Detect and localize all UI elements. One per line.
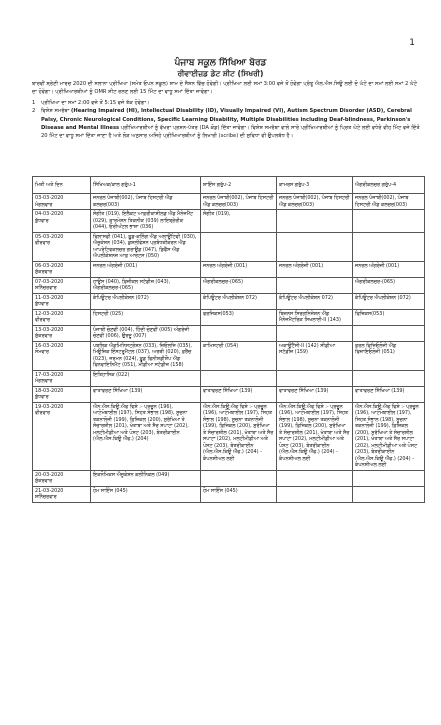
subject-cell-group-3: [277, 486, 353, 502]
subject-entry: ਜਨਰਲ ਅੰਗਰੇਜ਼ੀ (001): [355, 262, 400, 269]
subject-entry: ਫਰਜਿਕਸ(053): [203, 310, 234, 317]
subject-cell-group-3: [277, 386, 353, 402]
subject-cell-group-4: [353, 277, 425, 293]
subject-cell-group-1: [91, 293, 201, 309]
date-cell: 12-03-2020 ਵੀਰਵਾਰ: [33, 309, 91, 325]
subject-cell-group-2: [201, 386, 277, 402]
subject-cell-group-4: [353, 309, 425, 325]
subject-entry: ਐਨ.ਐਸ.ਕਿਊ.ਐਫ ਵਿਸ਼ੇ :- ਪ੍ਰਚੂਨ (196), ਆਟੋਮੋਬਾਈਲ (197), ਸਿਹਤ ਸੰਭਾਲ (198), ਸੂਚਨਾ ਤਕਨਾਲੋਜੀ (199), ਫ਼ਿਜ਼ਿਕਲ (200), ਸੁਰੱਖਿਆ ਤੇ ਸੰਚਾਰਸ਼ੀਲ (201), ਖੇਤਾਬਾ ਅਤੇ ਸੈਰ ਸਪਾਟਾ (202), ਮਲਟੀਮੀਡੀਆ ਅਤੇ ਪੋਸਟ (203), ਬੇਤਰੀਕਾਈਨ (ਐਲ.ਐਸ.ਕਿਊ ਐੱਫ.) (204): [93, 403, 189, 442]
intro-section: [32, 80, 420, 141]
subject-cell-group-2: [201, 293, 277, 309]
subject-entry: ਐਗਰੀਕਲਚਰ-(065): [355, 278, 395, 285]
table-row: [33, 402, 425, 470]
header-group-2: ਸ਼ਾਇੰਸ ਗਰੁੱਪ-2: [201, 177, 277, 194]
subject-entry: ਐਨ.ਐਸ.ਕਿਊ.ਐਫ ਵਿਸ਼ੇ :- ਪ੍ਰਚੂਨ (196), ਆਟੋਮੋਬਾਈਲ (197), ਸਿਹਤ ਸੰਭਾਲ (198), ਸੂਚਨਾ ਤਕਨਾਲੋਜੀ (199), ਫ਼ਿਜ਼ਿਕਲ (200), ਸੁਰੱਖਿਆ ਤੇ ਸੰਚਾਰਸ਼ੀਲ (201), ਖੇਤਾਬਾ ਅਤੇ ਸੈਰ ਸਪਾਟਾ (202), ਮਲਟੀਮੀਡੀਆ ਅਤੇ ਪੋਸਟ (203), ਬੇਤਰੀਕਾਈਨ (ਐਲ.ਐਸ.ਕਿਊ ਐੱਫ.) (204) - ਕੰਪਨਸ਼ੀਅਲ ਲਈ: [279, 403, 350, 462]
board-title: ਪੰਜਾਬ ਸਕੂਲ ਸਿੱਖਿਆ ਬੋਰਡ: [174, 58, 267, 68]
subject-cell-group-3: [277, 277, 353, 293]
subject-cell-group-1: [91, 210, 201, 233]
subject-cell-group-3: [277, 232, 353, 261]
datesheet-subtitle: ਰੀਵਾਈਜ਼ਡ ਡੇਟ ਸ਼ੀਟ (ਸਿਖਰੀ): [177, 69, 264, 78]
subject-entry: ਪਬਲਿਕ ਐਡਮਿਨਿਸਟ੍ਰੇਸ਼ਨ (033), ਜ਼ਿਓਲਜਿ (035), ਮਿਊਜ਼ਿਕ ਇੰਸਟਰੂਮੈਂਟਲ (037), ਅਰਥੀ (020), ਫ਼ਰੈਂਚ (023), ਜਰਮਨ (024), ਫ਼ੂਡ ਫਿਨੀਸ਼ਡੀਸ਼ੌਪ ਐਂਡ ਫਿਨਵਾਇਨਿਮੈਂਟ (051), ਮੀਡੀਆ ਸਟੱਡੀਜ਼ (158): [93, 342, 192, 368]
subject-cell-group-1: [91, 470, 201, 486]
header-date-day: ਮਿਤੀ ਅਤੇ ਦਿਨ: [33, 177, 91, 194]
subject-entry: ਪੰਜਾਬੀ ਚੋਣਵੀਂ (004), ਹਿੰਦੀ ਚੋਣਵੀਂ (005) ਅੰਗਰੇਜ਼ੀ ਚੋਣਵੀਂ (006), ਉਰਦੂ (007): [93, 326, 190, 339]
date-cell: 16-03-2020 ਸੋਮਵਾਰ: [33, 341, 91, 370]
subject-entry: ਫਿਜ਼ਿਕਸ(053): [355, 310, 385, 317]
subject-entry: ਕੰਪਿਊਟਰ ਐਪਲੀਕੇਸ਼ਨ (072): [355, 294, 411, 301]
subject-cell-group-1: [91, 341, 201, 370]
subject-cell-group-3: [277, 470, 353, 486]
subject-cell-group-2: [201, 486, 277, 502]
subject-cell-group-1: [91, 370, 201, 386]
subject-entry: ਇਤਿਹਾਸਿਕ (022): [93, 371, 130, 378]
subject-cell-group-4: [353, 261, 425, 277]
note-disability-list: (Hearing Impaired (HI), Intellectual Disability (ID), Visually Impaired (VI), Autism Spectrum Disorder (ASD), Cerebral Palsy, Chronic Neurological Conditions, Specific Learning Disability, Multiple Disabilities including Deaf-blindness, Parkinson's Disease and Mental Illness: [41, 108, 412, 132]
intro-paragraph: ਬਾਰਵੀਂ ਸ਼੍ਰੇਣੀ ਮਾਰਚ 2020 ਦੀ ਸਲਾਨਾ ਪ੍ਰੀਖਿਆ (ਸਮੇਤ ਓਪਨ ਸਕੂਲ) ਸ਼ਾਮ ਦੇ ਸੈਸ਼ਨ ਵਿੱਚ ਹੋਵੇਗੀ। ਪ੍ਰੀਖਿਆ ਲਈ ਸਮਾਂ 3:00 ਵਜੇ ਤੋਂ ਹੋਵੇਗਾ ਪ੍ਰੰਤੂ ਐਲ.ਐਸ.ਸਿਊ ਲਈ ਦੋ ਘੰਟੇ ਦਾ ਸਮਾਂ ਲਈ ਸਮਾਂ 2 ਘੰਟੇ ਦਾ ਹੋਵੇਗਾ। ਪ੍ਰੀਖਿਆਰਥੀਆਂ ਨੂੰ OMR ਸ਼ੀਟ ਰਲਣ ਲਈ 15 ਮਿੰਟ ਦਾ ਵਾਧੂ ਸਮਾਂ ਦਿੱਤਾ ਜਾਵੇਗਾ।: [32, 81, 418, 96]
table-row: [33, 210, 425, 233]
table-row: [33, 261, 425, 277]
table-row: [33, 370, 425, 386]
subject-entry: ਜਨਰਲ ਪੰਜਾਬੀ(002), ਪੰਜਾਬ ਹਿਸਟਰੀ ਐਂਡ ਕਲਚਰ(003): [93, 195, 173, 208]
subject-entry: ਐਗਰੀਕਲਚਰ-(065): [203, 278, 243, 285]
subject-cell-group-3: [277, 261, 353, 277]
subject-cell-group-1: [91, 486, 201, 502]
table-row: [33, 325, 425, 341]
subject-cell-group-4: [353, 194, 425, 210]
table-row: [33, 341, 425, 370]
header-group-1: ਸਿੱਖਿਅਕ/ਕਾਲ ਗਰੁੱਪ-1: [91, 177, 201, 194]
subject-entry: ਜਨਰਲ ਪੰਜਾਬੀ(002), ਪੰਜਾਬ ਹਿਸਟਰੀ ਐਂਡ ਕਲਚਰ(003): [355, 195, 409, 208]
subject-cell-group-2: [201, 341, 277, 370]
subject-cell-group-4: [353, 470, 425, 486]
date-cell: 13-03-2020 ਸ਼ੁੱਕਰਵਾਰ: [33, 325, 91, 341]
subject-cell-group-2: [201, 277, 277, 293]
subject-cell-group-4: [353, 210, 425, 233]
notes-list: [32, 99, 420, 141]
table-row: [33, 194, 425, 210]
subject-entry: ਜਨਰਲ ਅੰਗਰੇਜ਼ੀ (001): [203, 262, 248, 269]
subject-cell-group-2: [201, 325, 277, 341]
document-header: [0, 58, 441, 79]
subject-cell-group-1: [91, 194, 201, 210]
subject-entry: ਅਕਾਊਂਟੈਂਸੀ-II (142) ਸੀਡੀਆ ਸਟੱਡੀਜ਼ (159): [279, 342, 335, 355]
subject-cell-group-3: [277, 325, 353, 341]
date-cell: 03-03-2020 ਮੰਗਲਵਾਰ: [33, 194, 91, 210]
subject-entry: ਕੰਪਿਊਟਰ ਐਪਲੀਕੇਸ਼ਨ 072): [203, 294, 257, 301]
table-header-row: [33, 177, 425, 194]
note-suffix: ਪ੍ਰੀਖਿਆਰਥੀਆਂ ਨੂੰ ਵੱਖਰਾ ਪ੍ਰਸ਼ਨ-ਪੱਤਰ (DA ਕੋਡ) ਦਿੱਤਾ ਜਾਵੇਗਾ। ਵਿਸ਼ੇਸ਼ ਸਮਰੱਥਾ ਵਾਲੇ ਸਾਰੇ ਪ੍ਰੀਖਿਆਰਥੀਆਂ ਨੂੰ ਪ੍ਰਿਤ ਘੰਟੇ ਲਈ ਵਧੇਰੇ ਵੀਹ ਮਿੰਟ ਵਜੇ ਦਿੱਤੇ 20 ਮਿੰਟ ਦਾ ਵਾਧੂ ਸਮਾਂ ਦਿੱਤਾ ਜਾਣਾ ਹੈ ਅਤੇ ਲੋੜ ਅਨੁਸਾਰ ਅਜਿਹੇ ਪ੍ਰੀਖਿਆਰਥੀਆਂ ਨੂੰ ਲਿਖਾਰੀ (scribe) ਦੀ ਸੁਵਿਧਾ ਵੀ ਉਪਲਬੱਧ ਹੈ।: [41, 125, 420, 140]
table-row: [33, 232, 425, 261]
subject-cell-group-4: [353, 386, 425, 402]
subject-entry: ਹਿਸਟਰੀ (025): [93, 310, 124, 317]
subject-entry: ਬਿਜ਼ਨਸ ਸਿਰਗਨਿਜ਼ੇਸ਼ਨ ਐਂਡ ਮੈਨੇਜਮੈਂਟਰਿਕ ਸਿਖਲਾਈ-II (143): [279, 310, 341, 323]
subject-entry: ਜਨਰਲ ਪੰਜਾਬੀ(002), ਪੰਜਾਬ ਹਿਸਟਰੀ ਐਂਡ ਕਲਚਰ(003): [203, 195, 274, 208]
subject-entry: ਐਨ.ਐਸ.ਕਿਊ.ਐਫ ਵਿਸ਼ੇ :- ਪ੍ਰਚੂਨ (196), ਆਟੋਮੋਬਾਈਲ (197), ਸਿਹਤ ਸੰਭਾਲ (198), ਸੂਚਨਾ ਤਕਨਾਲੋਜੀ (199), ਫ਼ਿਜ਼ਿਕਲ (200), ਸੁਰੱਖਿਆ ਤੇ ਸੰਚਾਰਸ਼ੀਲ (201), ਖੇਤਾਬਾ ਅਤੇ ਸੈਰ ਸਪਾਟਾ (202), ਮਲਟੀਮੀਡੀਆ ਅਤੇ ਪੋਸਟ (203), ਬੇਤਰੀਕਾਈਨ (ਐਲ.ਐਸ.ਕਿਊ ਐੱਫ.) (204) - ਕੰਪਨਸ਼ੀਅਲ ਲਈ: [355, 403, 419, 468]
subject-cell-group-3: [277, 370, 353, 386]
subject-entry: ਫਿਲਾਸਫੀ (041), ਫ਼ੂਡ-ਕਲਿੰਗ ਐਂਡ ਅਲਾਊਂਟਿਵੀ (030), ਐਜੂਕੇਸ਼ਨ (034), ਕੁਸ਼ਲੀਵੇਸ਼ਨ ਪ੍ਰਬੰਧਕੀਕਰਨ ਐਂਡ ਆਪਰੇਟਿਵਕਲਚਰ ਗਰਾਊਂਡ (047), ਡਿਫੈਂਸ ਐਂਡ ਐਪਲੀਕੇਸ਼ਨਜ਼ ਆਫ਼ ਆਰਟਸ (050): [93, 233, 197, 259]
subject-entry: ਵਾਤਾਵਰਣ ਸਿੱਖਿਆ (139): [355, 387, 405, 394]
subject-entry: ਇਕਨੋਮਿਕਸ ਐਜੂਕੇਸ਼ਨ ਕਲੀਨਿਕਲ (049): [93, 471, 170, 478]
note-number: 1: [32, 99, 36, 106]
subject-cell-group-1: [91, 309, 201, 325]
date-cell: 04-03-2020 ਬੁੱਧਵਾਰ: [33, 210, 91, 233]
subject-cell-group-4: [353, 325, 425, 341]
date-cell: 17-03-2020 ਮੰਗਲਵਾਰ: [33, 370, 91, 386]
note-item: [32, 99, 420, 107]
subject-entry: ਵਾਤਾਵਰਣ ਸਿੱਖਿਆ (139): [279, 387, 329, 394]
header-group-4: ਐਗਰੀਕਲਚਰ ਗਰੁੱਪ-4: [353, 177, 425, 194]
subject-cell-group-3: [277, 194, 353, 210]
subject-cell-group-3: [277, 341, 353, 370]
subject-cell-group-4: [353, 293, 425, 309]
table-row: [33, 386, 425, 402]
table-row: [33, 293, 425, 309]
subject-entry: ਕੰਪਿਊਟਰ ਐਪਲੀਕੇਸ਼ਨ 072): [279, 294, 333, 301]
date-cell: 07-03-2020 ਸ਼ਨਿੱਚਰਵਾਰ: [33, 277, 91, 293]
subject-entry: ਹੋਮ ਸਾਇੰਸ (045): [203, 487, 238, 494]
subject-cell-group-2: [201, 309, 277, 325]
subject-entry: ਵਾਤਾਵਰਣ ਸਿੱਖਿਆ (139): [203, 387, 253, 394]
note-item: [32, 107, 420, 141]
table-row: [33, 486, 425, 502]
header-group-3: ਕਾਮਰਸ ਗਰੁੱਪ-3: [277, 177, 353, 194]
subject-entry: ਹਾਊਸ (040), ਫ਼ਿਜ਼ੀਕਲ ਸਟੱਡੀਜ਼ (043), ਐਗਰੀਕਲਚਰ-(065): [93, 278, 171, 291]
date-cell: 05-03-2020 ਵੀਰਵਾਰ: [33, 232, 91, 261]
subject-entry: ਜਨਰਲ ਅੰਗਰੇਜ਼ੀ (001): [93, 262, 138, 269]
subject-cell-group-1: [91, 277, 201, 293]
table-row: [33, 470, 425, 486]
table-row: [33, 277, 425, 293]
subject-cell-group-1: [91, 402, 201, 470]
subject-entry: ਸੰਗੀਤ (019), ਇਲੈਕਟ ਆਫ਼ਰੀਕਾਸ਼ੀਲਡ ਐਂਡ ਮੈਨੇਜਮੈਂਟ (029), ਫ਼ਾਰਮੇਸ਼ਨ ਤਿਕਨੀਕ (039) ਲਾਇਬ੍ਰੇਰੀਕ (044), ਓਰੀਅੰਟਲ ਭਾਸ਼ਾ (036): [93, 211, 193, 230]
subject-cell-group-2: [201, 261, 277, 277]
date-cell: 11-03-2020 ਬੁੱਧਵਾਰ: [33, 293, 91, 309]
subject-cell-group-1: [91, 261, 201, 277]
subject-cell-group-3: [277, 293, 353, 309]
subject-entry: ਕਾਮਿਸਟਰੀ (054): [203, 342, 239, 349]
subject-entry: ਫ਼ਰਲ ਫਿਜ਼ਿਓਲੋਜੀ ਐਂਡ ਫਿਜ਼ਾਇਓਲੋਜੀ (051): [355, 342, 397, 355]
subject-cell-group-2: [201, 370, 277, 386]
subject-cell-group-1: [91, 325, 201, 341]
note-text: [41, 107, 420, 141]
subject-cell-group-2: [201, 402, 277, 470]
date-cell: 18-03-2020 ਬੁੱਧਵਾਰ: [33, 386, 91, 402]
subject-entry: ਸੰਗੀਤ (019),: [203, 211, 231, 217]
subject-cell-group-3: [277, 309, 353, 325]
subject-cell-group-4: [353, 486, 425, 502]
subject-entry: ਜਨਰਲ ਅੰਗਰੇਜ਼ੀ (001): [279, 262, 324, 269]
subject-cell-group-3: [277, 210, 353, 233]
subject-cell-group-4: [353, 341, 425, 370]
subject-cell-group-2: [201, 470, 277, 486]
datesheet-table: [32, 176, 425, 503]
date-cell: 21-03-2020 ਸ਼ਨਿੱਚਰਵਾਰ: [33, 486, 91, 502]
date-cell: 19-03-2020 ਵੀਰਵਾਰ: [33, 402, 91, 470]
subject-cell-group-1: [91, 232, 201, 261]
subject-cell-group-2: [201, 194, 277, 210]
note-number: 2: [32, 108, 36, 115]
subject-entry: ਜਨਰਲ ਪੰਜਾਬੀ(002), ਪੰਜਾਬ ਹਿਸਟਰੀ ਐਂਡ ਕਲਚਰ(003): [279, 195, 350, 208]
page-number: 1: [409, 38, 415, 48]
subject-cell-group-4: [353, 402, 425, 470]
subject-entry: ਹੋਮ ਸਾਇੰਸ (045): [93, 487, 128, 494]
subject-cell-group-2: [201, 210, 277, 233]
subject-entry: ਐਨ.ਐਸ.ਕਿਊ.ਐਫ ਵਿਸ਼ੇ :- ਪ੍ਰਚੂਨ (196), ਆਟੋਮੋਬਾਈਲ (197), ਸਿਹਤ ਸੰਭਾਲ (198), ਸੂਚਨਾ ਤਕਨਾਲੋਜੀ (199), ਫ਼ਿਜ਼ਿਕਲ (200), ਸੁਰੱਖਿਆ ਤੇ ਸੰਚਾਰਸ਼ੀਲ (201), ਖੇਤਾਬਾ ਅਤੇ ਸੈਰ ਸਪਾਟਾ (202), ਮਲਟੀਮੀਡੀਆ ਅਤੇ ਪੋਸਟ (203), ਬੇਤਰੀਕਾਈਨ (ਐਲ.ਐਸ.ਕਿਊ ਐੱਫ.) (204) - ਕੰਪਨਸ਼ੀਅਲ ਲਈ: [203, 403, 274, 462]
subject-cell-group-4: [353, 232, 425, 261]
table-body: [33, 194, 425, 503]
subject-cell-group-3: [277, 402, 353, 470]
note-text: ਪ੍ਰੀਖਿਆ ਦਾ ਸਮਾਂ 2:00 ਵਜੇ ਤੋਂ 5:15 ਵਜੇ ਤੱਕ ਹੋਵੇਗਾ।: [41, 99, 150, 106]
date-cell: 06-03-2020 ਸ਼ੁੱਕਰਵਾਰ: [33, 261, 91, 277]
table-row: [33, 309, 425, 325]
subject-cell-group-4: [353, 370, 425, 386]
subject-cell-group-2: [201, 232, 277, 261]
subject-entry: ਵਾਤਾਵਰਣ ਸਿੱਖਿਆ (139): [93, 387, 143, 394]
subject-cell-group-1: [91, 386, 201, 402]
subject-entry: ਕੰਪਿਊਟਰ ਐਪਲੀਕੇਸ਼ਨ (072): [93, 294, 149, 301]
note-prefix: ਵਿਸ਼ੇਸ਼ ਸਮਰੱਥਾ: [41, 108, 70, 115]
date-cell: 20-03-2020 ਸ਼ੁੱਕਰਵਾਰ: [33, 470, 91, 486]
